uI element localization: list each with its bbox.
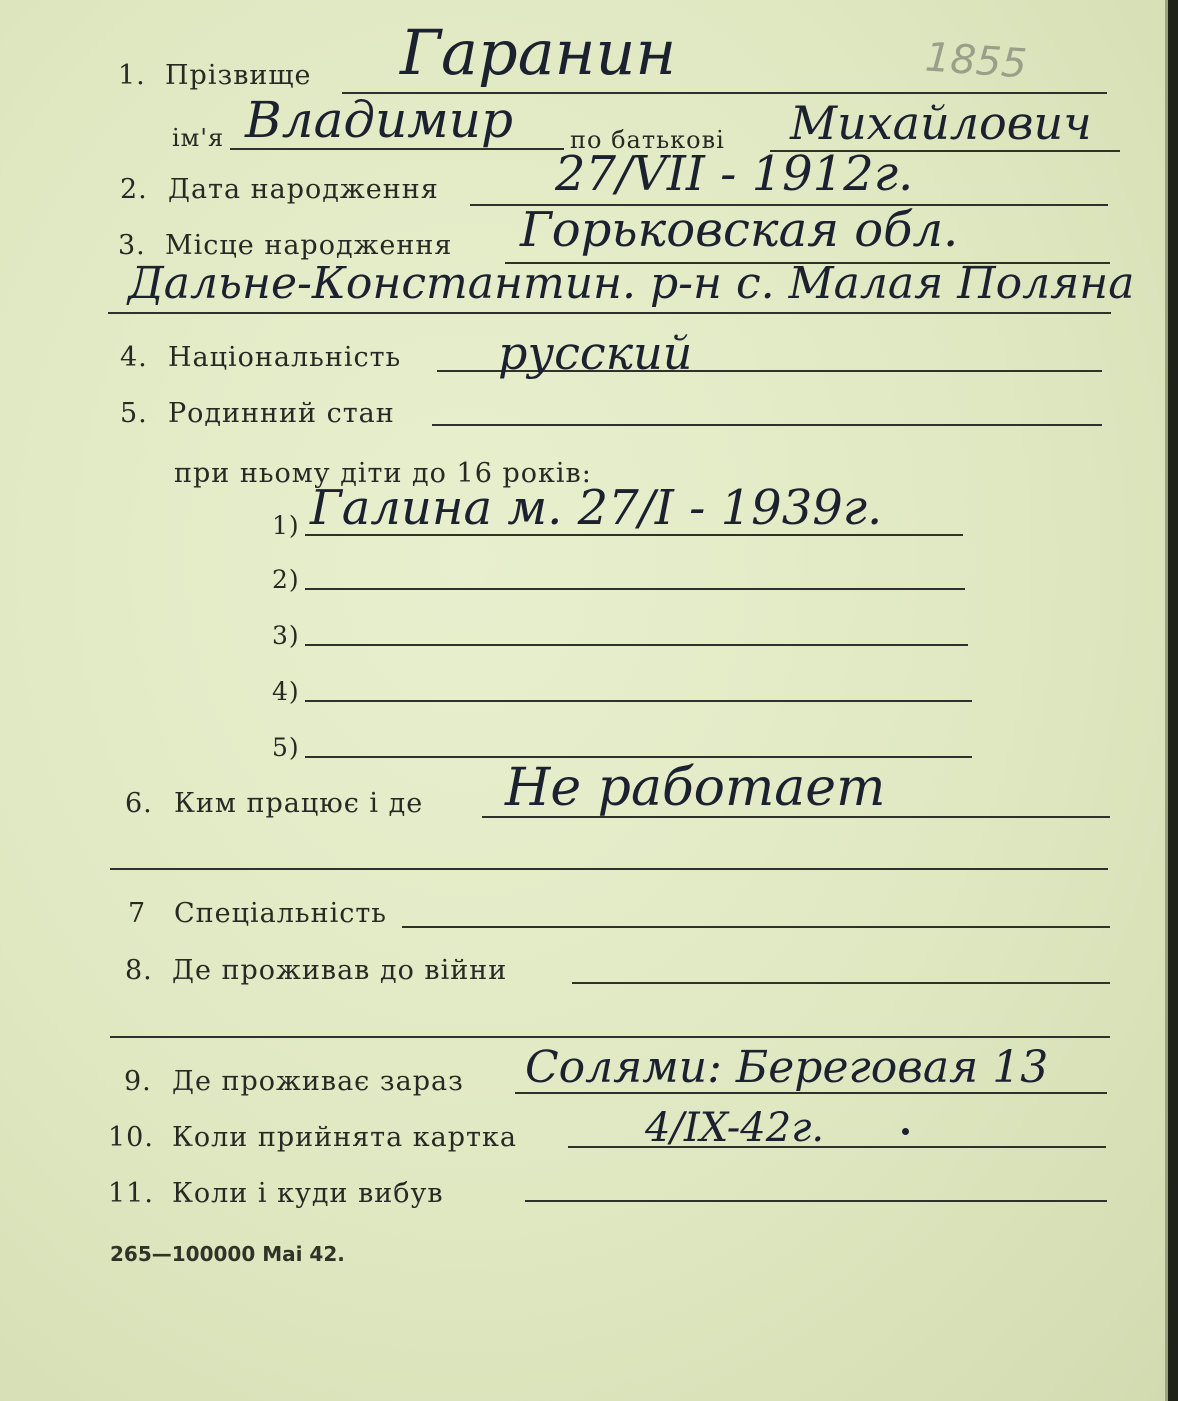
prewar-residence-line — [572, 982, 1110, 984]
departure-label: Коли і куди вибув — [172, 1178, 444, 1209]
patronymic-value: Михайлович — [790, 96, 1092, 150]
child-2-number: 2) — [272, 565, 300, 594]
first-name-value: Владимир — [245, 91, 513, 149]
birth-place-value: Горьковская обл. — [520, 202, 959, 258]
surname-label: Прізвище — [165, 60, 312, 91]
birth-date-label: Дата народження — [168, 174, 439, 205]
child-2-line — [305, 588, 965, 590]
field-number-8: 8. — [125, 955, 153, 986]
occupation-value: Не работает — [505, 758, 886, 818]
scan-edge — [1168, 0, 1178, 1401]
field-number-1: 1. — [118, 60, 146, 91]
children-label: при ньому діти до 16 років: — [174, 458, 592, 489]
child-4-number: 4) — [272, 677, 300, 706]
field-number-7: 7 — [128, 898, 147, 929]
print-mark: 265—100000 Маі 42. — [110, 1242, 345, 1266]
child-1-value: Галина м. 27/I - 1939г. — [310, 480, 883, 536]
nationality-value: русский — [498, 326, 693, 380]
specialty-line — [402, 926, 1110, 928]
birth-place-line-2 — [108, 312, 1111, 314]
family-status-label: Родинний стан — [168, 398, 395, 429]
field-number-6: 6. — [125, 788, 153, 819]
current-residence-label: Де проживає зараз — [172, 1066, 464, 1097]
card-accepted-label: Коли прийнята картка — [172, 1122, 517, 1153]
birth-date-value: 27/VII - 1912г. — [555, 146, 914, 202]
child-1-number: 1) — [272, 511, 300, 540]
field-number-10: 10. — [108, 1122, 154, 1153]
field-number-11: 11. — [108, 1178, 154, 1209]
card-accepted-value: 4/IX-42г. — [645, 1105, 825, 1151]
current-residence-value: Солями: Береговая 13 — [525, 1042, 1049, 1093]
prewar-residence-label: Де проживав до війни — [172, 955, 508, 986]
surname-value: Гаранин — [400, 16, 677, 89]
field-number-9: 9. — [124, 1066, 152, 1097]
field-number-5: 5. — [120, 398, 148, 429]
departure-line — [525, 1200, 1107, 1202]
field-number-4: 4. — [120, 342, 148, 373]
child-5-number: 5) — [272, 733, 300, 762]
occupation-label: Ким працює і де — [174, 788, 424, 819]
field-number-3: 3. — [118, 230, 146, 261]
occupation-line-2 — [110, 868, 1108, 870]
field-number-2: 2. — [120, 174, 148, 205]
first-name-label: ім'я — [172, 124, 225, 152]
specialty-label: Спеціальність — [174, 898, 387, 929]
child-3-number: 3) — [272, 621, 300, 650]
pencil-note: 1855 — [923, 34, 1029, 88]
ink-dot — [902, 1128, 909, 1135]
prewar-residence-line-2 — [110, 1036, 1110, 1038]
birth-place-value-2: Дальне-Константин. р-н с. Малая Поляна — [128, 258, 1135, 309]
child-4-line — [305, 700, 972, 702]
birth-place-label: Місце народження — [165, 230, 453, 261]
child-3-line — [305, 644, 968, 646]
nationality-label: Національність — [168, 342, 402, 373]
patronymic-label: по батькові — [570, 126, 725, 154]
family-status-line — [432, 424, 1102, 426]
